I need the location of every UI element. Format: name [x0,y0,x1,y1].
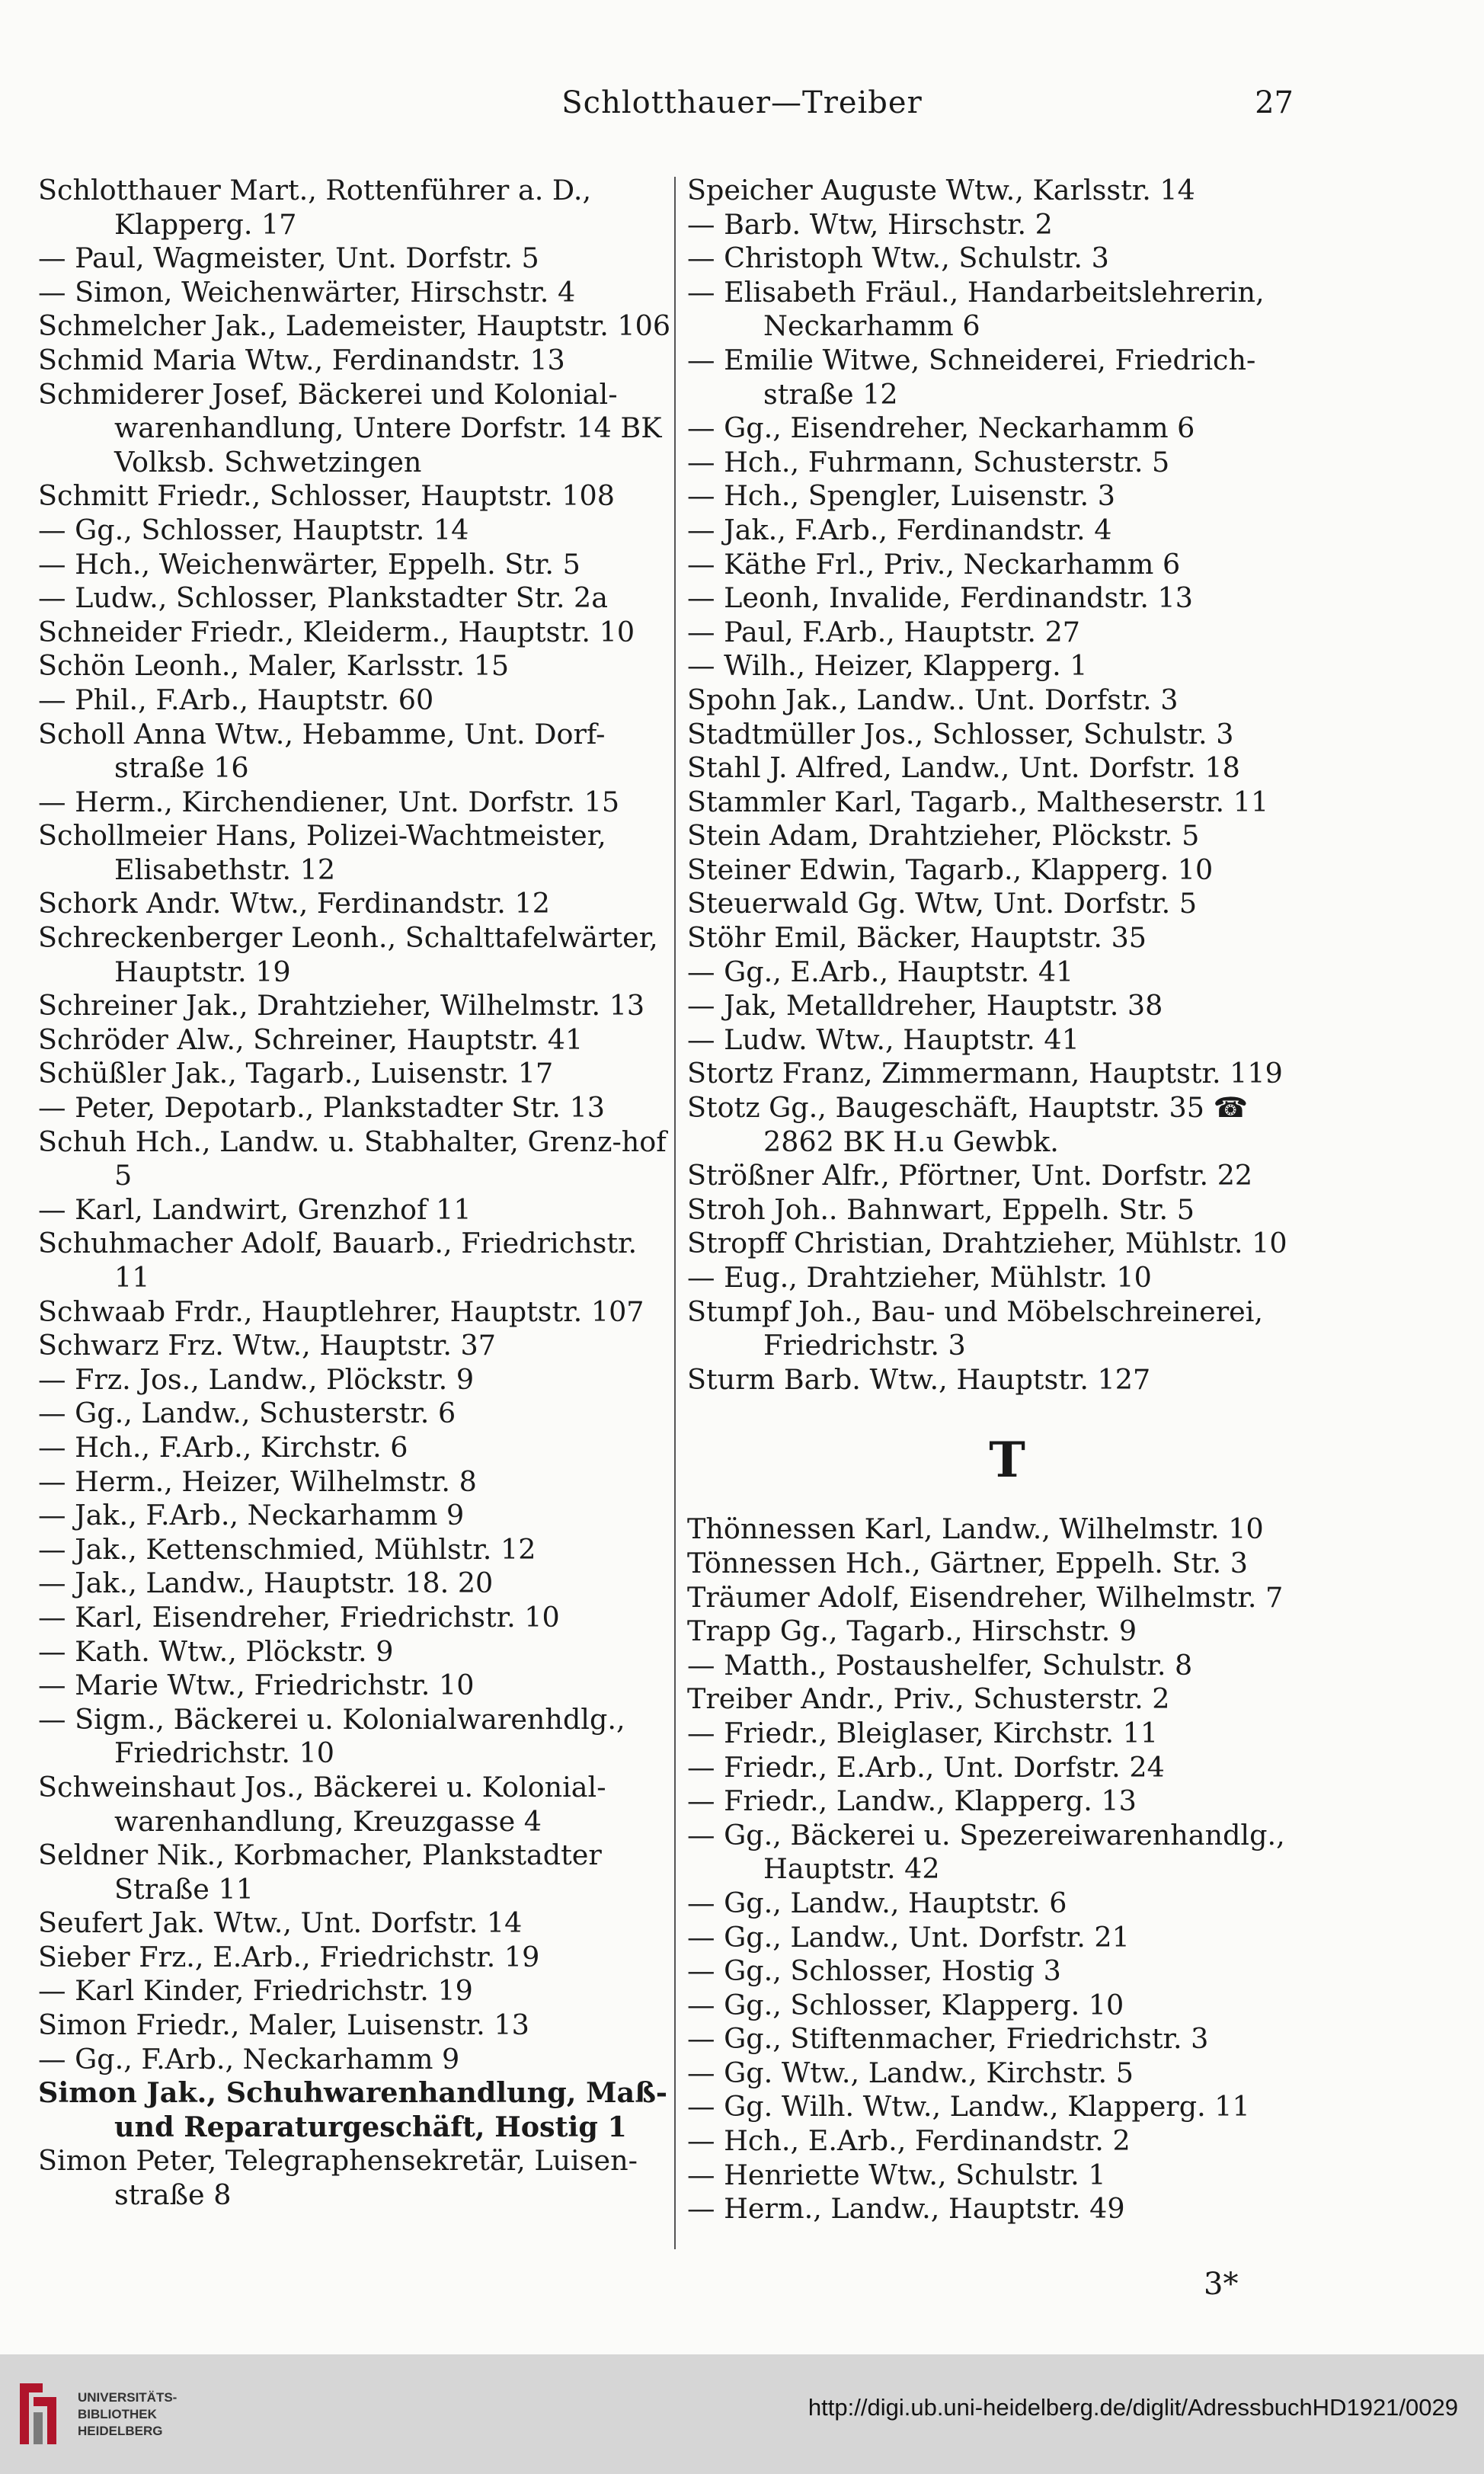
directory-entry: Schollmeier Hans, Polizei-Wachtmeister, Elisabethstr. 12 [38,819,606,886]
directory-entry: — Gg., Schlosser, Hauptstr. 14 [38,513,469,546]
directory-entry: — Jak., Kettenschmied, Mühlstr. 12 [38,1532,536,1566]
directory-entry: Spohn Jak., Landw.. Unt. Dorfstr. 3 [687,683,1179,716]
library-logo-icon [14,2377,62,2450]
source-url[interactable]: http://digi.ub.uni-heidelberg.de/diglit/AdressbuchHD1921/0029 [808,2394,1458,2421]
directory-entry: — Karl, Eisendreher, Friedrichstr. 10 [38,1600,560,1634]
directory-entry: Stöhr Emil, Bäcker, Hauptstr. 35 [687,921,1147,955]
directory-entry: Stahl J. Alfred, Landw., Unt. Dorfstr. 18 [687,751,1240,785]
directory-entry: — Herm., Heizer, Wilhelmstr. 8 [38,1464,477,1498]
directory-entry: — Herm., Landw., Hauptstr. 49 [687,2192,1125,2226]
directory-entry: Thönnessen Karl, Landw., Wilhelmstr. 10 [687,1512,1264,1546]
directory-entry: Schneider Friedr., Kleiderm., Hauptstr. 10 [38,615,635,648]
right-column [687,174,1327,2226]
directory-entry: Seufert Jak. Wtw., Unt. Dorfstr. 14 [38,1906,523,1940]
directory-entry: — Wilh., Heizer, Klapperg. 1 [687,649,1088,683]
directory-entry: — Eug., Drahtzieher, Mühlstr. 10 [687,1261,1152,1294]
directory-entry: Schmelcher Jak., Lademeister, Hauptstr. 106 [38,309,671,343]
directory-entry: Schröder Alw., Schreiner, Hauptstr. 41 [38,1023,584,1056]
directory-entry: — Peter, Depotarb., Plankstadter Str. 13 [38,1091,606,1125]
directory-entry: — Ludw., Schlosser, Plankstadter Str. 2a [38,581,609,615]
directory-entry: Schmiderer Josef, Bäckerei und Kolonial-warenhandlung, Untere Dorfstr. 14 BK Volksb. Schwetzingen [38,377,662,478]
directory-entry: Schreiner Jak., Drahtzieher, Wilhelmstr. 13 [38,989,645,1023]
directory-entry: — Gg., Bäckerei u. Spezereiwarenhandlg., Hauptstr. 42 [687,1818,1285,1886]
directory-entry: Stadtmüller Jos., Schlosser, Schulstr. 3 [687,717,1234,751]
directory-entry: — Simon, Weichenwärter, Hirschstr. 4 [38,275,576,309]
directory-entry: Schüßler Jak., Tagarb., Luisenstr. 17 [38,1057,554,1090]
directory-entry: Steuerwald Gg. Wtw, Unt. Dorfstr. 5 [687,887,1198,920]
directory-entry: — Gg., Landw., Hauptstr. 6 [687,1886,1067,1919]
directory-entry: — Gg., Schlosser, Hostig 3 [687,1954,1061,1988]
directory-entry: — Gg. Wilh. Wtw., Landw., Klapperg. 11 [687,2090,1250,2124]
directory-entry: — Gg., Eisendreher, Neckarhamm 6 [687,411,1195,445]
directory-entry: Sturm Barb. Wtw., Hauptstr. 127 [687,1362,1151,1396]
left-column [38,174,678,2213]
directory-entry: — Hch., F.Arb., Kirchstr. 6 [38,1430,408,1464]
directory-entry: Steiner Edwin, Tagarb., Klapperg. 10 [687,853,1214,886]
directory-entry: Schön Leonh., Maler, Karlsstr. 15 [38,649,510,683]
directory-entry: Stropff Christian, Drahtzieher, Mühlstr. 10 [687,1227,1287,1260]
directory-entry: — Paul, F.Arb., Hauptstr. 27 [687,615,1081,648]
directory-entry: Stumpf Joh., Bau- und Möbelschreinerei, Friedrichstr. 3 [687,1295,1264,1362]
directory-entry: — Friedr., E.Arb., Unt. Dorfstr. 24 [687,1750,1165,1784]
directory-entry: — Hch., Weichenwärter, Eppelh. Str. 5 [38,547,580,581]
directory-entry: Stammler Karl, Tagarb., Maltheserstr. 11 [687,785,1269,818]
directory-entry: — Paul, Wagmeister, Unt. Dorfstr. 5 [38,242,539,275]
directory-entry: — Jak., Landw., Hauptstr. 18. 20 [38,1567,494,1600]
directory-entry: Treiber Andr., Priv., Schusterstr. 2 [687,1682,1170,1716]
directory-entry: — Käthe Frl., Priv., Neckarhamm 6 [687,547,1181,581]
directory-entry: — Jak., F.Arb., Ferdinandstr. 4 [687,513,1112,546]
directory-entry: — Gg., F.Arb., Neckarhamm 9 [38,2042,460,2076]
directory-entry: — Friedr., Bleiglaser, Kirchstr. 11 [687,1716,1159,1749]
column-divider [674,177,676,2249]
page-number: 27 [1255,85,1294,120]
directory-entry: Strößner Alfr., Pförtner, Unt. Dorfstr. 22 [687,1159,1253,1192]
footer-bar [0,2354,1484,2474]
directory-entry: Seldner Nik., Korbmacher, Plankstadter Straße 11 [38,1839,602,1906]
directory-entry: Schuhmacher Adolf, Bauarb., Friedrichstr. 11 [38,1227,638,1294]
directory-entry: Simon Peter, Telegraphensekretär, Luisen-straße 8 [38,2144,638,2212]
directory-entry: — Jak, Metalldreher, Hauptstr. 38 [687,989,1163,1023]
directory-entry: — Marie Wtw., Friedrichstr. 10 [38,1669,475,1702]
directory-entry: — Herm., Kirchendiener, Unt. Dorfstr. 15 [38,785,620,818]
directory-entry: — Karl, Landwirt, Grenzhof 11 [38,1192,472,1226]
directory-entry: Schmitt Friedr., Schlosser, Hauptstr. 108 [38,479,615,513]
directory-entry: — Christoph Wtw., Schulstr. 3 [687,242,1109,275]
directory-entry: — Leonh, Invalide, Ferdinandstr. 13 [687,581,1194,615]
directory-entry: Stein Adam, Drahtzieher, Plöckstr. 5 [687,819,1200,853]
directory-entry: Trapp Gg., Tagarb., Hirschstr. 9 [687,1615,1137,1648]
directory-entry: Tönnessen Hch., Gärtner, Eppelh. Str. 3 [687,1546,1248,1579]
directory-entry: — Friedr., Landw., Klapperg. 13 [687,1784,1137,1818]
directory-entry: — Gg., Landw., Schusterstr. 6 [38,1397,456,1430]
directory-entry: — Hch., Fuhrmann, Schusterstr. 5 [687,445,1170,478]
directory-entry: — Sigm., Bäckerei u. Kolonialwarenhdlg., Friedrichstr. 10 [38,1702,625,1770]
directory-entry: — Kath. Wtw., Plöckstr. 9 [38,1634,394,1668]
directory-entry: — Henriette Wtw., Schulstr. 1 [687,2158,1106,2191]
directory-entry: — Jak., F.Arb., Neckarhamm 9 [38,1499,465,1532]
directory-entry: — Gg., Schlosser, Klapperg. 10 [687,1988,1124,2021]
section-letter: T [989,1432,1025,1490]
directory-entry: Sieber Frz., E.Arb., Friedrichstr. 19 [38,1940,540,1973]
directory-entry: — Hch., Spengler, Luisenstr. 3 [687,479,1115,513]
directory-entry: — Phil., F.Arb., Hauptstr. 60 [38,683,434,716]
directory-entry: Schlotthauer Mart., Rottenführer a. D., Klapperg. 17 [38,174,592,241]
directory-entry: Schuh Hch., Landw. u. Stabhalter, Grenz-hof 5 [38,1125,667,1192]
directory-entry: Stortz Franz, Zimmermann, Hauptstr. 119 [687,1057,1283,1090]
directory-entry: Schmid Maria Wtw., Ferdinandstr. 13 [38,343,565,376]
directory-entry: Simon Friedr., Maler, Luisenstr. 13 [38,2008,529,2042]
directory-entry: Schweinshaut Jos., Bäckerei u. Kolonial-warenhandlung, Kreuzgasse 4 [38,1770,606,1838]
directory-entry: — Matth., Postaushelfer, Schulstr. 8 [687,1648,1193,1682]
directory-entry: Schreckenberger Leonh., Schalttafelwärter, Hauptstr. 19 [38,921,658,988]
directory-entry: Schork Andr. Wtw., Ferdinandstr. 12 [38,887,550,920]
directory-entry: Stotz Gg., Baugeschäft, Hauptstr. 35 ☎ 2862 BK H.u Gewbk. [687,1091,1249,1158]
directory-entry: — Karl Kinder, Friedrichstr. 19 [38,1974,473,2008]
directory-entry: — Frz. Jos., Landw., Plöckstr. 9 [38,1362,475,1396]
running-head: Schlotthauer—Treiber [561,85,923,120]
directory-entry: — Elisabeth Fräul., Handarbeitslehrerin, Neckarhamm 6 [687,275,1265,343]
directory-entry: Träumer Adolf, Eisendreher, Wilhelmstr. 7 [687,1580,1284,1614]
directory-entry: — Emilie Witwe, Schneiderei, Friedrich-straße 12 [687,343,1256,411]
directory-entry: Scholl Anna Wtw., Hebamme, Unt. Dorf-straße 16 [38,717,606,785]
directory-entry: — Ludw. Wtw., Hauptstr. 41 [687,1023,1079,1056]
signature-mark: 3* [1204,2267,1239,2302]
library-name: UNIVERSITÄTS- BIBLIOTHEK HEIDELBERG [78,2390,178,2438]
directory-entry: — Barb. Wtw, Hirschstr. 2 [687,207,1053,241]
directory-entry: Schwarz Frz. Wtw., Hauptstr. 37 [38,1329,496,1362]
directory-entry: — Hch., E.Arb., Ferdinandstr. 2 [687,2124,1131,2158]
directory-entry: — Gg., Landw., Unt. Dorfstr. 21 [687,1920,1130,1954]
directory-entry: Schwaab Frdr., Hauptlehrer, Hauptstr. 107 [38,1295,644,1328]
directory-entry: Speicher Auguste Wtw., Karlsstr. 14 [687,174,1195,206]
directory-entry: — Gg., Stiftenmacher, Friedrichstr. 3 [687,2022,1209,2056]
directory-entry: Stroh Joh.. Bahnwart, Eppelh. Str. 5 [687,1192,1195,1226]
directory-entry: — Gg., E.Arb., Hauptstr. 41 [687,955,1074,988]
directory-entry: — Gg. Wtw., Landw., Kirchstr. 5 [687,2056,1134,2089]
directory-entry: Simon Jak., Schuhwarenhandlung, Maß- und Reparaturgeschäft, Hostig 1 [38,2076,668,2143]
